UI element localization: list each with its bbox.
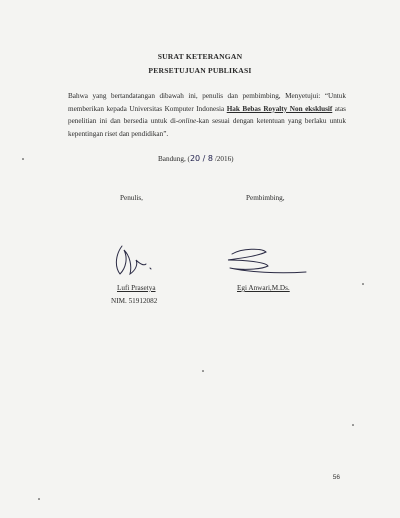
date-line	[158, 154, 234, 163]
scan-speck	[202, 370, 204, 372]
scan-speck	[362, 283, 364, 285]
supervisor-name: Egi Anwari,M.Ds.	[237, 284, 290, 292]
intro-text: Bahwa yang bertandatangan dibawah ini, penulis dan pembimbing, Menyetujui:	[68, 92, 321, 100]
quote-end-text: -kan sesuai dengan ketentuan yang berlaku untuk kepentingan riset dan pendidikan”.	[68, 117, 346, 138]
page-number: 56	[332, 474, 340, 481]
quote-start-text: “Untuk memberikan kepada Universitas Komputer Indonesia	[68, 92, 346, 113]
scan-speck	[22, 158, 24, 160]
writer-nim: NIM. 51912082	[111, 297, 158, 305]
quote-mid-text: atas penelitian ini dan bersedia untuk di-	[68, 104, 346, 126]
document-subtitle: PERSETUJUAN PUBLIKASI	[148, 66, 252, 75]
date-suffix: /2016)	[213, 155, 234, 163]
writer-signature	[110, 240, 160, 280]
online-word: online	[178, 117, 197, 126]
date-prefix: Bandung, (	[158, 155, 190, 163]
royalty-emphasis: Hak Bebas Royalty Non eksklusif	[226, 104, 333, 113]
writer-label: Penulis,	[120, 194, 143, 202]
writer-name: Lufi Prasetya	[117, 284, 156, 292]
scan-speck	[38, 498, 40, 500]
supervisor-signature	[218, 244, 310, 278]
supervisor-label: Pembimbing,	[246, 194, 285, 202]
scan-speck	[352, 424, 354, 426]
document-title: SURAT KETERANGAN	[157, 52, 243, 61]
handwritten-date: 20 / 8	[189, 154, 214, 163]
statement-paragraph	[68, 90, 346, 140]
